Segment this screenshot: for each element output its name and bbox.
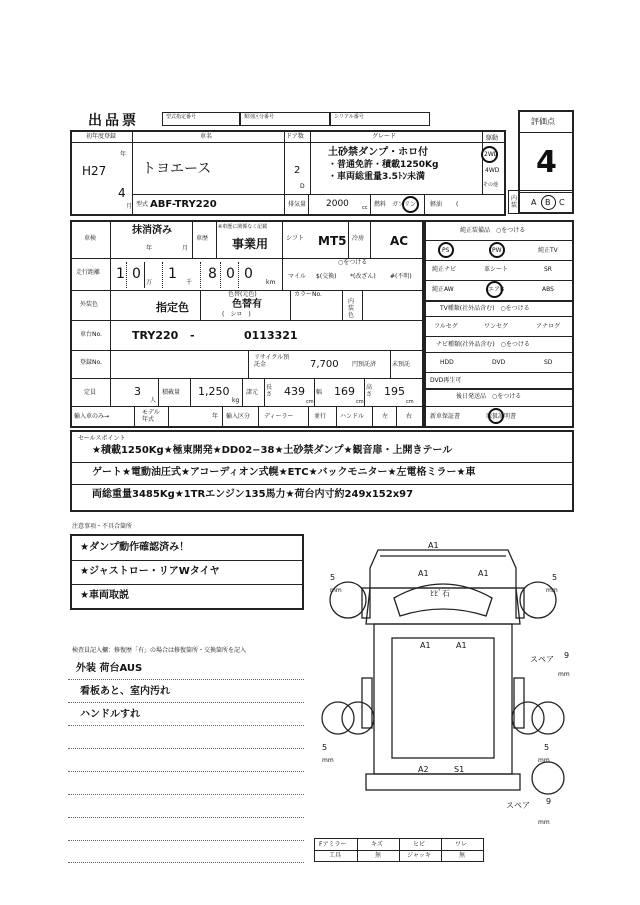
capacity-label: 定員 bbox=[84, 389, 97, 396]
mileage-opt-unknown: #(不明) bbox=[390, 273, 412, 280]
recycle-value: 7,700 bbox=[310, 359, 339, 370]
fuel-diesel: 軽油 bbox=[430, 201, 443, 208]
handle-left: 左 bbox=[382, 413, 389, 420]
recycle-unit: 円預託済 bbox=[352, 361, 377, 368]
model-label: 型式 bbox=[136, 201, 149, 208]
year-unit: 年 bbox=[120, 151, 127, 158]
legend-h2: キズ bbox=[371, 841, 383, 848]
tv-title: TV種類(社外品含む) ○をつける bbox=[440, 305, 530, 312]
mileage-digit-4: 8 bbox=[208, 266, 217, 282]
spare-tire bbox=[532, 762, 564, 794]
interior-color-label: 内装色 bbox=[348, 298, 355, 319]
equip-ps-circle bbox=[438, 242, 454, 258]
rear-bumper bbox=[366, 774, 520, 790]
dims-width-unit: cm bbox=[356, 399, 364, 405]
mileage-man: 万 bbox=[146, 279, 153, 286]
equip-sr: SR bbox=[544, 266, 552, 273]
tire-fr-unit: mm bbox=[546, 587, 558, 594]
car-name-label: 車名 bbox=[200, 133, 213, 140]
first-reg-year: H27 bbox=[82, 164, 107, 178]
tire-fr-value: 5 bbox=[552, 573, 558, 582]
equip-airbag: エアB bbox=[488, 286, 505, 293]
legend-v2: 無 bbox=[375, 852, 382, 859]
fuel-selected-circle bbox=[402, 196, 419, 213]
month-unit: 月 bbox=[126, 203, 133, 210]
equip-title: 純正装備品 ○をつける bbox=[460, 227, 526, 234]
ac-label: 冷房 bbox=[352, 235, 365, 242]
mileage-digit-1: 1 bbox=[116, 266, 125, 282]
notes-block bbox=[70, 534, 304, 610]
reg-no-label: 登録No. bbox=[80, 359, 102, 366]
tv-oneseg: ワンセグ bbox=[484, 323, 509, 330]
docs-warranty: 新車保証書 bbox=[430, 413, 461, 420]
interior-selected-circle bbox=[541, 195, 556, 210]
import-class-label: 輸入区分 bbox=[226, 413, 251, 420]
model-cert-box bbox=[162, 112, 240, 126]
drive-2wd: 2WD bbox=[484, 151, 499, 158]
doors-unit: D bbox=[300, 183, 305, 190]
tv-fullseg: フルセグ bbox=[434, 323, 458, 330]
note-1: ★ダンプ動作確認済み！ bbox=[80, 542, 190, 553]
label-a1-1: A1 bbox=[428, 541, 439, 550]
interior-label: 内装 bbox=[511, 195, 518, 209]
spare-value-1: 9 bbox=[564, 651, 570, 660]
equip-navi: 純正ナビ bbox=[432, 266, 457, 273]
drive-4wd: 4WD bbox=[485, 167, 500, 174]
handle-right: 右 bbox=[406, 413, 413, 420]
fuel-gasoline: ガソリン bbox=[392, 201, 417, 208]
mileage-opt-tamper: *(改ざん) bbox=[350, 273, 376, 280]
usage-note: ※車歴に関係なく記載 bbox=[218, 224, 268, 230]
docs-manual: 取扱説明書 bbox=[486, 413, 517, 420]
load-unit: kg bbox=[232, 397, 240, 404]
inspector-note-3: ハンドルすれ bbox=[80, 709, 140, 720]
equip-aw: 純正AW bbox=[432, 286, 454, 293]
sales-line-1: ★積載1250Kg★極東開発★DD02−38★土砂禁ダンプ★観音扉・上開きテール bbox=[92, 445, 453, 456]
legend-table bbox=[314, 838, 484, 862]
mileage-digit-2: 0 bbox=[132, 266, 141, 282]
color-change-value: 色替有 bbox=[232, 299, 262, 310]
displacement-unit: cc bbox=[362, 205, 368, 211]
dims-height-label: 高さ bbox=[366, 384, 373, 398]
grade-line-3: ・車両総重量3.5ﾄﾝ未満 bbox=[328, 172, 425, 182]
legend-h3: ヒビ bbox=[413, 841, 426, 848]
eval-score: 4 bbox=[536, 145, 557, 180]
navi-hdd: HDD bbox=[440, 359, 454, 366]
docs-title: 後日発送品 ○をつける bbox=[456, 393, 522, 400]
mileage-opt-exchange: $(交換) bbox=[316, 273, 337, 280]
spare-unit-2: mm bbox=[538, 819, 550, 826]
inspection-label: 車検 bbox=[84, 235, 97, 242]
mileage-unit: km bbox=[266, 279, 276, 286]
displacement-label: 排気量 bbox=[288, 201, 307, 208]
import-dealer: ディーラー bbox=[264, 413, 294, 420]
label-a1-5: A1 bbox=[456, 641, 467, 650]
legend-h1: Fアミラー bbox=[319, 841, 347, 848]
vehicle-block bbox=[70, 130, 506, 216]
inspector-note-1: 外装 荷台AUS bbox=[76, 663, 143, 674]
dims-label: 諸元 bbox=[246, 389, 259, 396]
doors-label: ドア数 bbox=[286, 133, 304, 140]
class-no-label: 類別区分番号 bbox=[244, 114, 275, 120]
label-s1: S1 bbox=[454, 765, 465, 774]
notes-label: 注意事項・不具合箇所 bbox=[72, 523, 133, 530]
first-reg-label: 初年度登録 bbox=[86, 133, 117, 140]
import-parallel: 並行 bbox=[314, 413, 327, 420]
mileage-opt-mile: マイル bbox=[288, 273, 306, 280]
dims-length-label: 長さ bbox=[266, 384, 273, 398]
grade-line-2: ・普通免許・積載1250Kg bbox=[328, 160, 439, 170]
label-cargo: ﾋﾋﾞ石 bbox=[430, 589, 450, 598]
drive-selected-circle bbox=[481, 146, 498, 163]
class-no-box bbox=[240, 112, 330, 126]
tire-fl-value: 5 bbox=[330, 573, 336, 582]
tire-rr-unit: mm bbox=[538, 757, 550, 764]
inspection-value: 抹消済み bbox=[132, 225, 172, 236]
load-value: 1,250 bbox=[198, 385, 230, 398]
model-cert-label: 型式指定番号 bbox=[166, 114, 197, 120]
sales-line-2: ゲート★電動油圧式★アコーディオン式幌★ETC★バックモニター★左電格ミラー★車 bbox=[92, 467, 476, 478]
equip-airbag-circle bbox=[486, 281, 503, 298]
color-change-label: 色替(元色) bbox=[228, 291, 257, 298]
tire-rear-left-inner bbox=[342, 702, 374, 734]
tire-fl-unit: mm bbox=[330, 587, 342, 594]
interior-eval bbox=[508, 190, 574, 214]
navi-dvd-play: DVD再生可 bbox=[430, 377, 462, 384]
color-no-label: カラーNo. bbox=[294, 291, 322, 298]
capacity-value: 3 bbox=[134, 385, 141, 398]
mileage-digit-5: 0 bbox=[226, 266, 235, 282]
cargo-bed bbox=[374, 624, 512, 774]
ac-value: AC bbox=[390, 234, 409, 248]
interior-c: C bbox=[559, 198, 565, 207]
spare-unit-1: mm bbox=[558, 671, 570, 678]
serial-label: シリアル番号 bbox=[334, 114, 364, 120]
note-2: ★ジャストロー・リアWタイヤ bbox=[80, 566, 220, 577]
shift-value: MT5 bbox=[318, 234, 347, 248]
spare-value-2: 9 bbox=[546, 797, 552, 806]
grade-line-1: 土砂禁ダンプ・ホロ付 bbox=[328, 147, 429, 158]
equip-abs: ABS bbox=[542, 286, 554, 293]
note-3: ★車両取説 bbox=[80, 590, 129, 601]
color-label: 外装色 bbox=[80, 301, 99, 308]
sales-line-3: 両総重量3485Kg★1TRエンジン135馬力★荷台内寸約249x152x97 bbox=[92, 489, 414, 500]
legend-v1: 工具 bbox=[329, 852, 342, 859]
legend-v4: 無 bbox=[459, 852, 466, 859]
model-year-label: モデル年式 bbox=[142, 409, 160, 423]
import-year: 年 bbox=[212, 413, 219, 420]
label-a1-4: A1 bbox=[420, 641, 431, 650]
equip-pw-circle bbox=[489, 242, 505, 258]
capacity-unit: 人 bbox=[150, 397, 157, 404]
equip-tv: 純正TV bbox=[538, 247, 558, 254]
form-title: 出品票 bbox=[88, 113, 139, 129]
eval-label: 評価点 bbox=[531, 117, 555, 126]
dims-width: 169 bbox=[334, 385, 355, 398]
load-label: 積載量 bbox=[162, 389, 181, 396]
tire-rl-value: 5 bbox=[322, 743, 328, 752]
grade-label: グレード bbox=[372, 133, 397, 140]
mileage-digit-3: 1 bbox=[168, 266, 177, 282]
tire-rr-value: 5 bbox=[544, 743, 550, 752]
spare-label-2: スペア bbox=[506, 801, 530, 810]
sales-label: セールスポイント bbox=[78, 435, 126, 442]
first-reg-month: 4 bbox=[118, 186, 126, 200]
inspection-month: 月 bbox=[182, 245, 189, 252]
recycle-label: リサイクル預託金 bbox=[254, 354, 290, 368]
chassis-dash: - bbox=[190, 329, 195, 342]
handle-label: ハンドル bbox=[340, 413, 365, 420]
mileage-sen: 千 bbox=[186, 279, 193, 286]
inspection-year: 年 bbox=[146, 245, 153, 252]
fuel-other: ( bbox=[456, 201, 459, 208]
dims-width-label: 幅 bbox=[316, 389, 323, 396]
navi-dvd: DVD bbox=[492, 359, 506, 366]
label-a2: A2 bbox=[418, 765, 429, 774]
interior-a: A bbox=[531, 198, 537, 207]
doors-value: 2 bbox=[294, 165, 301, 176]
label-a1-3: A1 bbox=[478, 569, 489, 578]
chassis-number: 0113321 bbox=[244, 329, 298, 342]
shift-label: シフト bbox=[286, 235, 305, 242]
chassis-prefix: TRY220 bbox=[132, 329, 179, 342]
usage-value: 事業用 bbox=[232, 237, 269, 251]
damage-diagram bbox=[308, 528, 578, 828]
label-a1-2: A1 bbox=[418, 569, 429, 578]
tire-rear-right-outer bbox=[532, 702, 564, 734]
docs-manual-circle bbox=[488, 408, 504, 424]
navi-sd: SD bbox=[544, 359, 553, 366]
legend-h4: ワレ bbox=[455, 841, 468, 848]
equip-leather: 革シート bbox=[484, 266, 509, 273]
displacement-value: 2000 bbox=[326, 199, 349, 209]
sales-block bbox=[70, 430, 574, 512]
dims-length-unit: cm bbox=[306, 399, 314, 405]
spare-label-1: スペア bbox=[530, 655, 554, 664]
tire-rl-unit: mm bbox=[322, 757, 334, 764]
fuel-label: 燃料 bbox=[374, 201, 387, 208]
spec-block bbox=[70, 220, 424, 428]
dims-height-unit: cm bbox=[406, 399, 414, 405]
equipment-block bbox=[424, 220, 574, 428]
tire-rear-left-outer bbox=[322, 702, 354, 734]
dims-height: 195 bbox=[384, 385, 405, 398]
drive-label: 駆動 bbox=[486, 135, 499, 142]
color-original: ( シロ ) bbox=[222, 311, 251, 318]
color-value: 指定色 bbox=[156, 301, 189, 314]
usage-label: 車歴 bbox=[196, 235, 209, 242]
inspector-label: 検査員記入欄：修復歴「有」の場合は修復箇所・交換箇所を記入 bbox=[72, 647, 247, 654]
recycle-unpaid: 未預託 bbox=[392, 361, 411, 368]
mileage-digit-6: 0 bbox=[244, 266, 253, 282]
navi-title: ナビ種類(社外品含む) ○をつける bbox=[436, 341, 530, 348]
import-label: 輸入車のみ→ bbox=[74, 413, 110, 420]
dims-length: 439 bbox=[284, 385, 305, 398]
equip-ps: PS bbox=[442, 247, 450, 254]
tire-rear-right-inner bbox=[512, 702, 544, 734]
mileage-circle-note: ○をつける bbox=[338, 259, 368, 266]
tv-analog: アナログ bbox=[536, 323, 561, 330]
mileage-label: 走行距離 bbox=[76, 269, 101, 276]
interior-b: B bbox=[545, 198, 551, 207]
legend-v3: ジャッキ bbox=[407, 852, 431, 859]
chassis-label: 車台No. bbox=[80, 331, 102, 338]
cargo-inner bbox=[392, 638, 494, 758]
inspector-note-2: 看板あと、室内汚れ bbox=[80, 686, 170, 697]
model-value: ABF-TRY220 bbox=[150, 199, 217, 210]
equip-pw: PW bbox=[492, 247, 502, 254]
serial-box bbox=[330, 112, 430, 126]
car-name: トヨエース bbox=[142, 161, 212, 177]
drive-other: その他 bbox=[483, 182, 499, 188]
